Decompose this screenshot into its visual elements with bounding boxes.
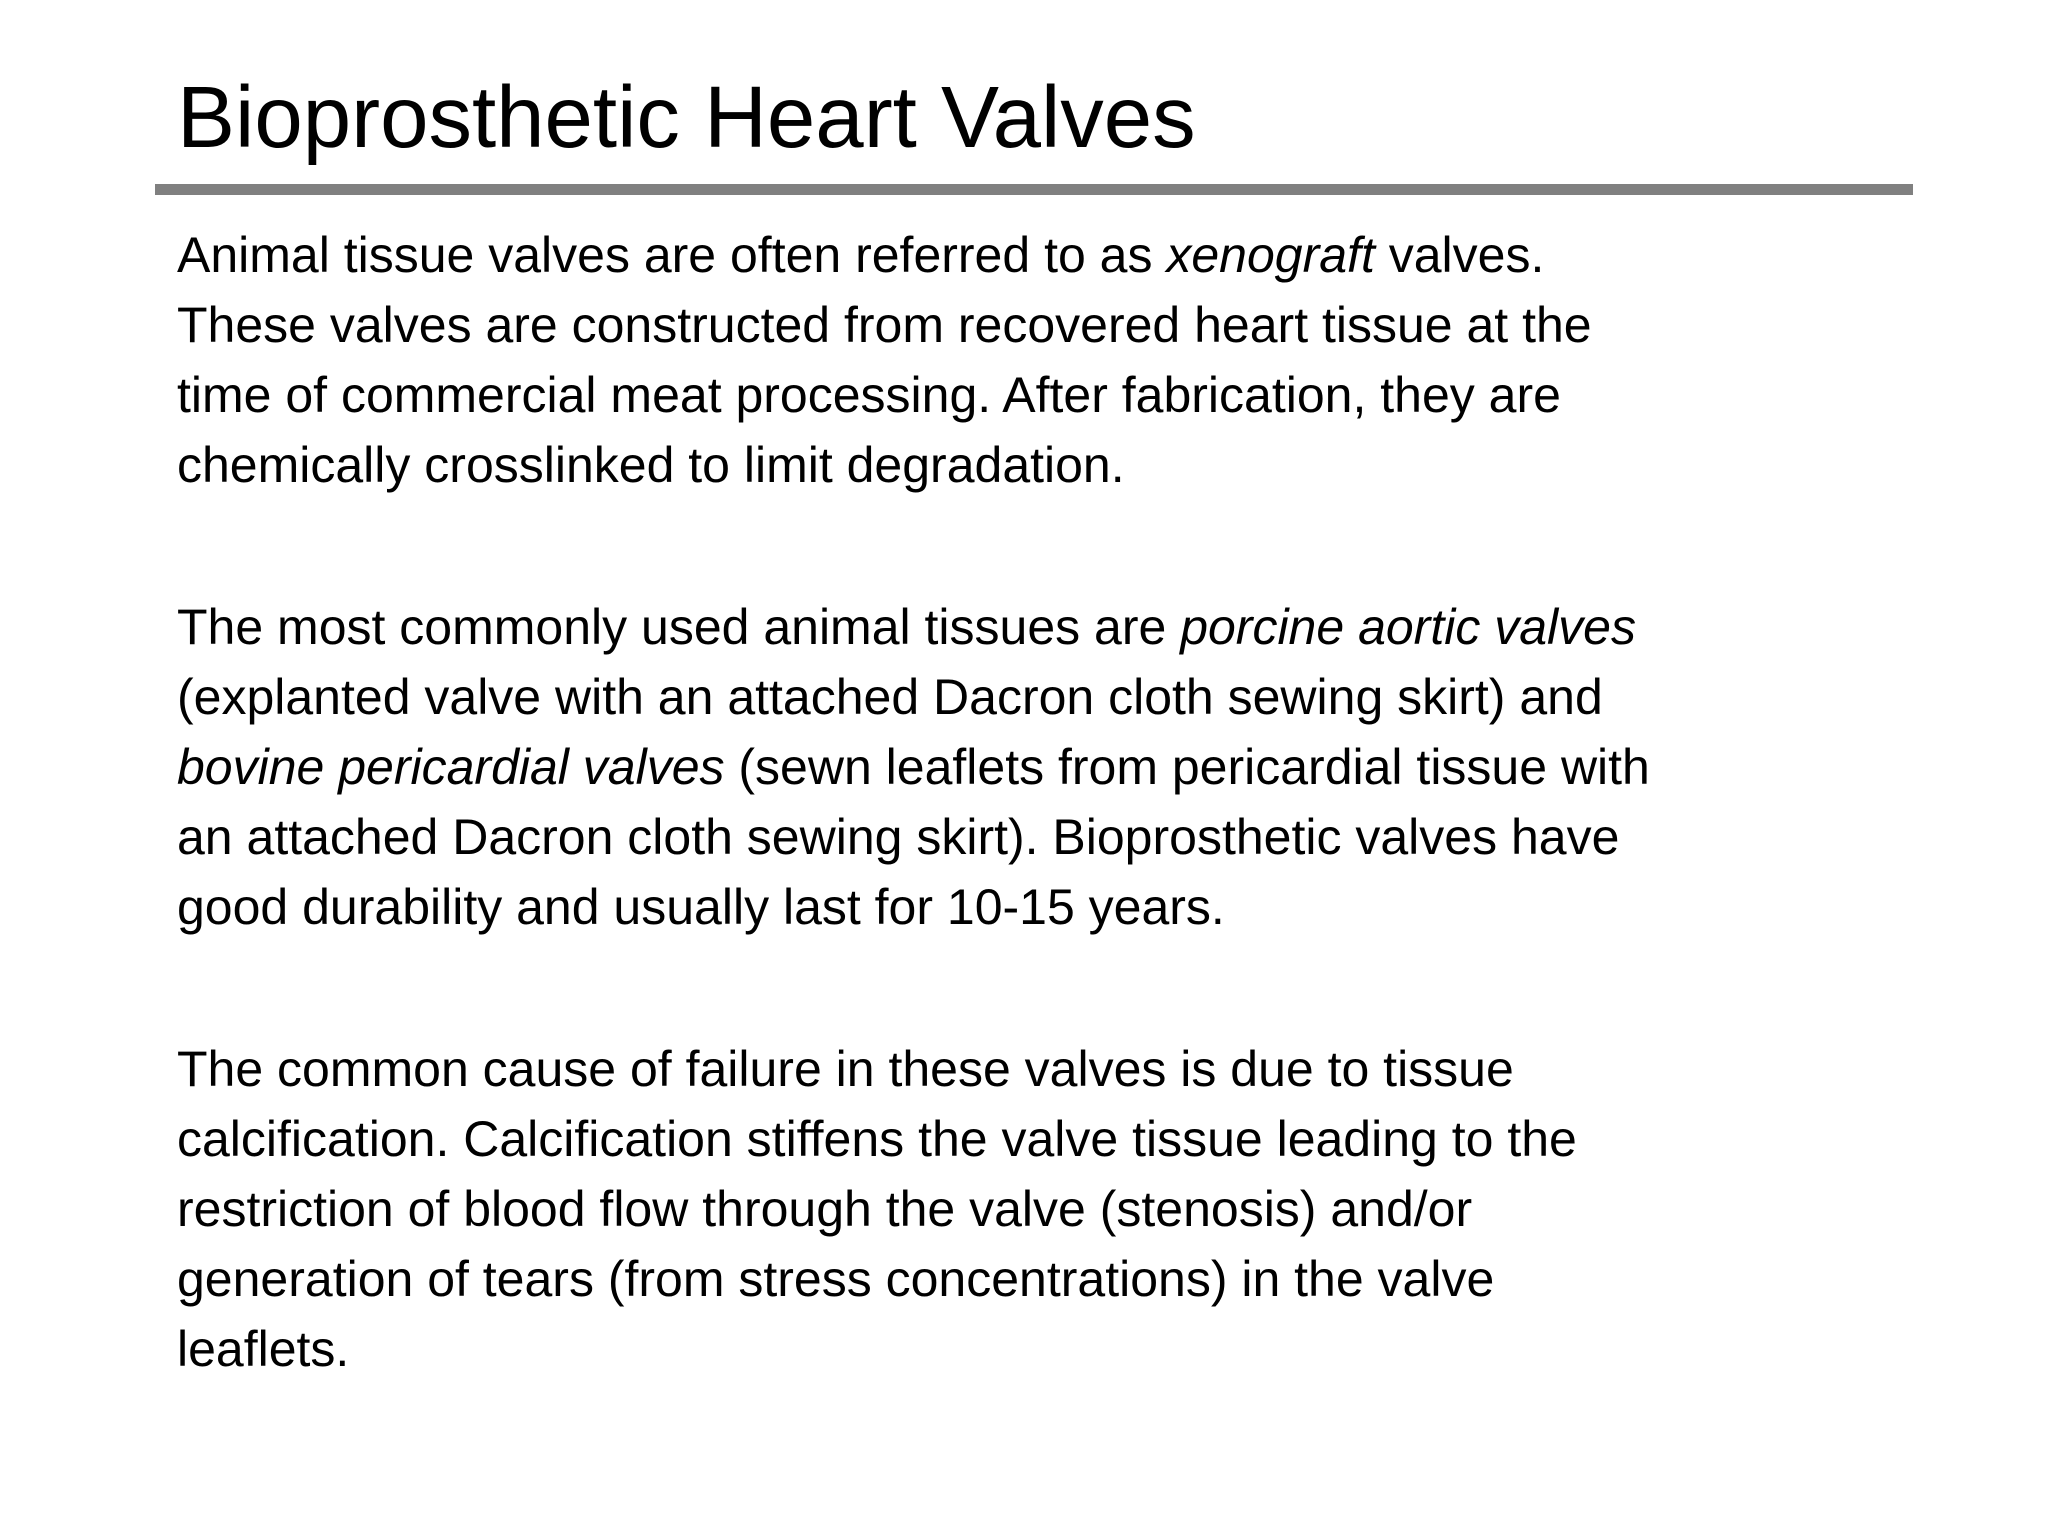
title-underline-rule — [155, 184, 1913, 195]
text-line — [177, 290, 1977, 360]
text-line — [177, 732, 1977, 802]
text-line — [177, 1244, 1977, 1314]
text-line — [177, 872, 1977, 942]
text-run: The most commonly used animal tissues are — [177, 599, 1181, 655]
text-run: These valves are constructed from recovered heart tissue at the — [177, 297, 1592, 353]
text-line — [177, 662, 1977, 732]
text-run: calcification. Calcification stiffens the valve tissue leading to the — [177, 1111, 1577, 1167]
slide-title: Bioprosthetic Heart Valves — [177, 69, 1196, 166]
text-line — [177, 802, 1977, 872]
text-run: generation of tears (from stress concentrations) in the valve — [177, 1251, 1495, 1307]
text-line — [177, 1314, 1977, 1384]
text-run: The common cause of failure in these valves is due to tissue — [177, 1041, 1514, 1097]
italic-term: bovine pericardial valves — [177, 739, 725, 795]
text-line — [177, 1174, 1977, 1244]
text-line — [177, 430, 1977, 500]
paragraph-failure-cause — [177, 1034, 1977, 1384]
text-run: restriction of blood flow through the valve (stenosis) and/or — [177, 1181, 1473, 1237]
slide-body — [177, 220, 1977, 1384]
text-line — [177, 360, 1977, 430]
text-line — [177, 592, 1977, 662]
italic-term: xenograft — [1166, 227, 1375, 283]
text-line — [177, 1034, 1977, 1104]
paragraph-animal-tissues — [177, 592, 1977, 942]
text-run: valves. — [1374, 227, 1545, 283]
italic-term: porcine aortic valves — [1180, 599, 1636, 655]
text-run: chemically crosslinked to limit degradation. — [177, 437, 1125, 493]
text-run: (explanted valve with an attached Dacron cloth sewing skirt) and — [177, 669, 1603, 725]
text-line — [177, 220, 1977, 290]
text-line — [177, 1104, 1977, 1174]
text-run: Animal tissue valves are often referred to as — [177, 227, 1167, 283]
text-run: an attached Dacron cloth sewing skirt). Bioprosthetic valves have — [177, 809, 1620, 865]
paragraph-xenograft — [177, 220, 1977, 500]
text-run: (sewn leaflets from pericardial tissue with — [724, 739, 1650, 795]
text-run: good durability and usually last for 10-15 years. — [177, 879, 1225, 935]
text-run: leaflets. — [177, 1321, 350, 1377]
text-run: time of commercial meat processing. After fabrication, they are — [177, 367, 1561, 423]
